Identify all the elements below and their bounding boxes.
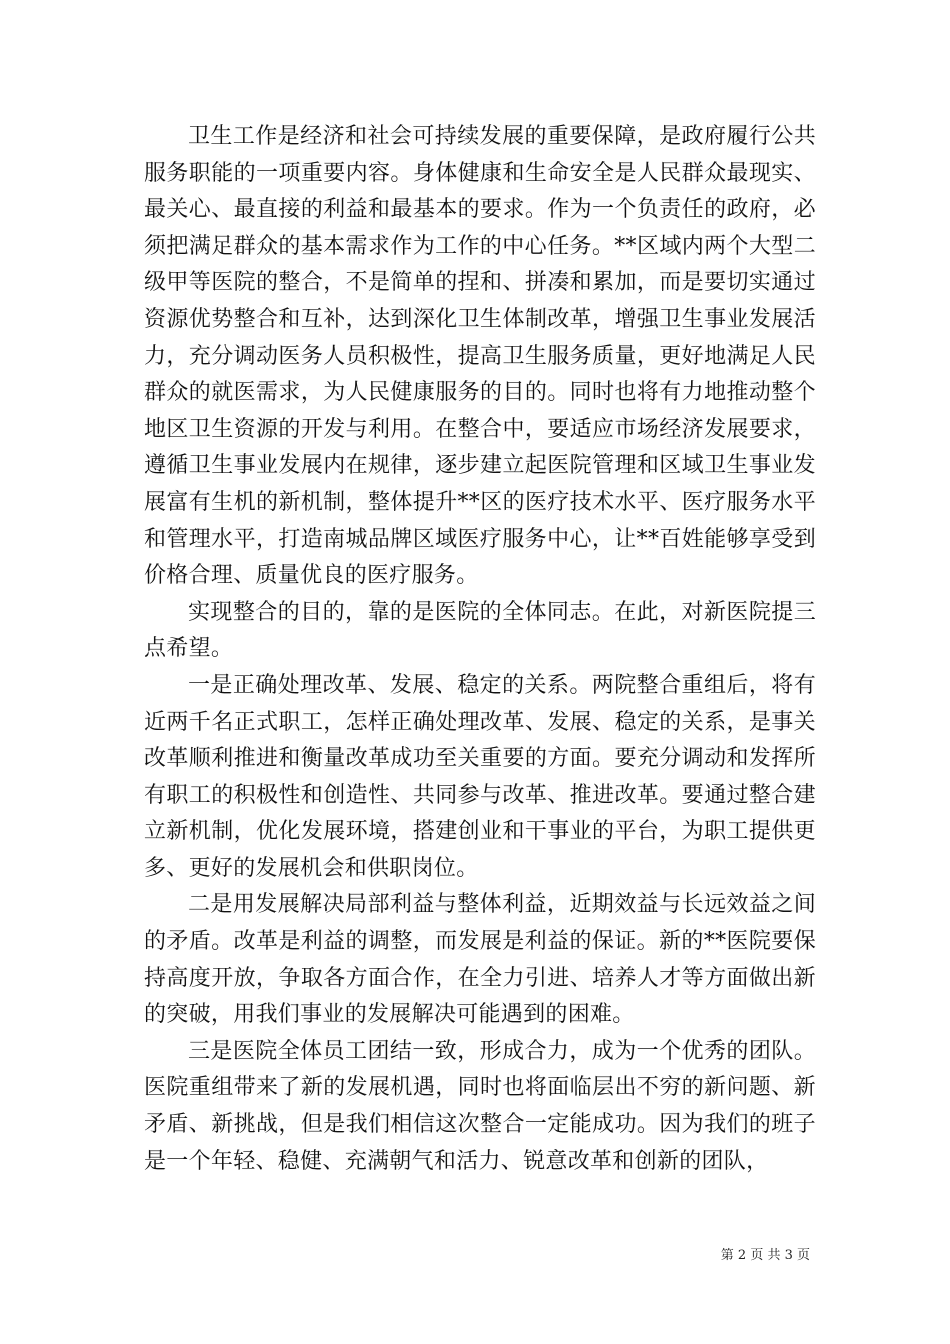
paragraph-2: 实现整合的目的，靠的是医院的全体同志。在此，对新医院提三点希望。 (144, 599, 816, 662)
page-number: 第 2 页 共 3 页 (720, 1248, 810, 1263)
paragraph-4: 二是用发展解决局部利益与整体利益，近期效益与长远效益之间的矛盾。改革是利益的调整，而发展是利益的保证。新的**医院要保持高度开放，争取各方面合作，在全力引进、培养人才等方面做出新的突破，用我们事业的发展解决可能遇到的困难。 (144, 892, 816, 1028)
paragraph-1: 卫生工作是经济和社会可持续发展的重要保障，是政府履行公共服务职能的一项重要内容。身体健康和生命安全是人民群众最现实、最关心、最直接的利益和最基本的要求。作为一个负责任的政府，必须把满足群众的基本需求作为工作的中心任务。**区域内两个大型二级甲等医院的整合，不是简单的捏和、拼凑和累加，而是要切实通过资源优势整合和互补，达到深化卫生体制改革，增强卫生事业发展活力，充分调动医务人员积极性，提高卫生服务质量，更好地满足人民群众的就医需求，为人民健康服务的目的。同时也将有力地推动整个地区卫生资源的开发与利用。在整合中，要适应市场经济发展要求，遵循卫生事业发展内在规律，逐步建立起医院管理和区域卫生事业发展富有生机的新机制，整体提升**区的医疗技术水平、医疗服务水平和管理水平，打造南城品牌区域医疗服务中心，让**百姓能够享受到价格合理、质量优良的医疗服务。 (144, 124, 816, 589)
paragraph-5: 三是医院全体员工团结一致，形成合力，成为一个优秀的团队。医院重组带来了新的发展机遇，同时也将面临层出不穷的新问题、新矛盾、新挑战，但是我们相信这次整合一定能成功。因为我们的班子是一个年轻、稳健、充满朝气和活力、锐意改革和创新的团队， (144, 1038, 816, 1174)
paragraph-3: 一是正确处理改革、发展、稳定的关系。两院整合重组后，将有近两千名正式职工，怎样正确处理改革、发展、稳定的关系，是事关改革顺利推进和衡量改革成功至关重要的方面。要充分调动和发挥所有职工的积极性和创造性、共同参与改革、推进改革。要通过整合建立新机制，优化发展环境，搭建创业和干事业的平台，为职工提供更多、更好的发展机会和供职岗位。 (144, 672, 816, 881)
document-body (144, 119, 816, 1180)
